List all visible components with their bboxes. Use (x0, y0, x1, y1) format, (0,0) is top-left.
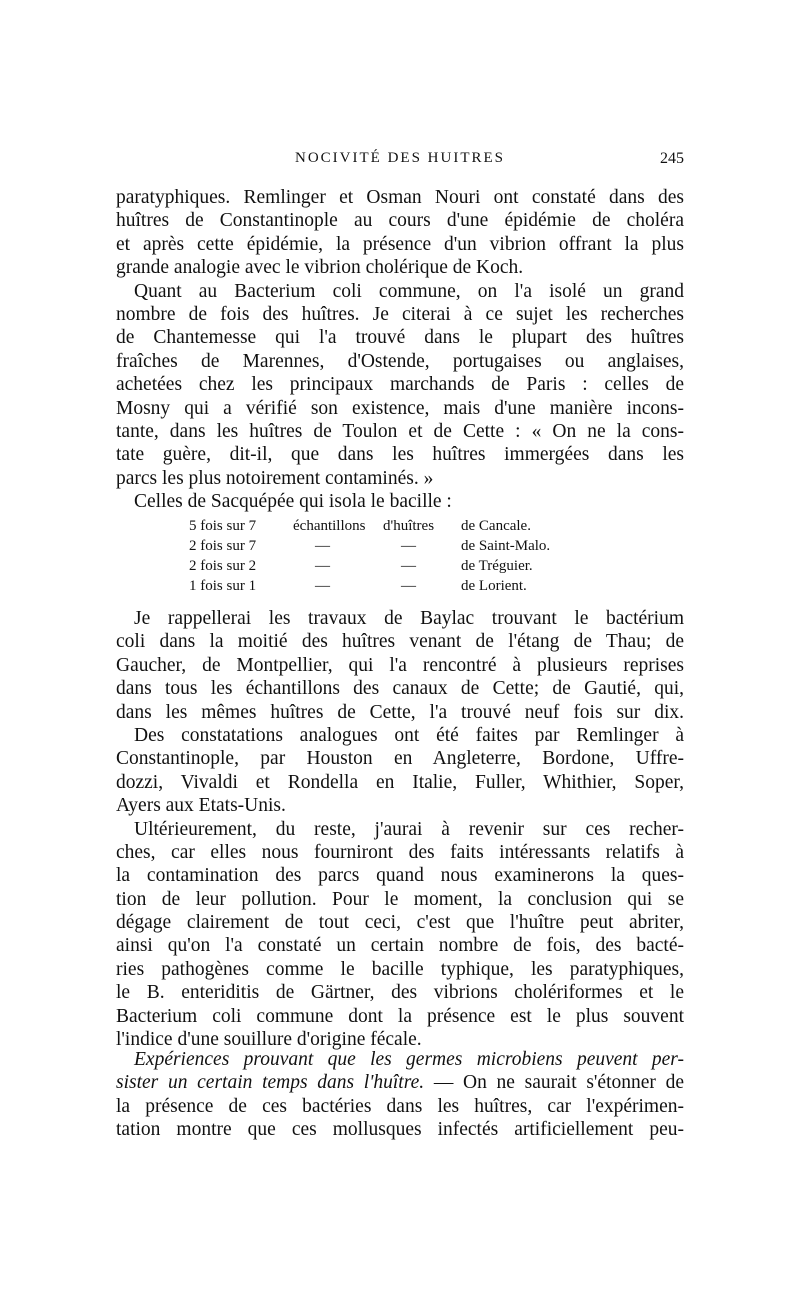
tally-count: 2 fois sur 2 (189, 558, 257, 574)
tally-count: 1 fois sur 1 (189, 578, 257, 594)
text-line: Je rappellerai les travaux de Baylac trouvant le bactérium (134, 608, 684, 629)
text-line: le B. enteriditis de Gärtner, des vibrions cholériformes et le (116, 982, 684, 1004)
text-line: Bacterium coli commune dont la présence est le plus souvent (116, 1005, 684, 1027)
text-line: tation montre que ces mollusques infectés artificiellement peu- (116, 1119, 684, 1141)
tally-place: de Lorient. (461, 578, 527, 594)
body-text-upper (116, 186, 684, 513)
text-line: la contamination des parcs quand nous examinerons la ques- (116, 865, 684, 887)
tally-place: de Tréguier. (461, 558, 533, 574)
text-line: tante, dans les huîtres de Toulon et de Cette : « On ne la cons- (116, 420, 684, 442)
paragraph-constatations (116, 724, 684, 818)
paragraph-sacquepee (116, 490, 684, 513)
text-line: Ayers aux Etats-Unis. (116, 795, 286, 817)
text-line: Gaucher, de Montpellier, qui l'a rencontré à plusieurs reprises (116, 654, 684, 676)
text-line: Ultérieurement, du reste, j'aurai à revenir sur ces recher- (134, 818, 684, 840)
section-text: — On ne saurait s'étonner de (424, 1072, 684, 1094)
section-heading-end: sister un certain temps dans l'huître. (116, 1072, 425, 1094)
page-number: 245 (660, 150, 684, 167)
running-title: NOCIVITÉ DES HUITRES (295, 150, 505, 166)
text-line: Quant au Bacterium coli commune, on l'a isolé un grand (134, 280, 684, 302)
text-line: ainsi qu'on l'a constaté un certain nombre de fois, des bacté- (116, 935, 684, 957)
text-line: de Chantemesse qui l'a trouvé dans le plupart des huîtres (116, 327, 684, 349)
paragraph-ulterieurement (116, 818, 684, 1052)
tally-row (189, 556, 609, 576)
tally-sample: — (315, 578, 330, 594)
text-line: coli dans la moitié des huîtres venant de l'étang de Thau; de (116, 631, 684, 653)
section-heading-line (116, 1071, 684, 1094)
text-line: Celles de Sacquépée qui isola le bacille : (134, 491, 452, 513)
paragraph-bacterium-coli (116, 280, 684, 491)
text-line: dans les mêmes huîtres de Cette, l'a trouvé neuf fois sur dix. (116, 701, 684, 723)
text-line: ches, car elles nous fourniront des faits intéressants relatifs à (116, 841, 684, 863)
paragraph-paratyphiques (116, 186, 684, 280)
text-line: grande analogie avec le vibrion cholérique de Koch. (116, 257, 524, 279)
tally-sample: — (315, 538, 330, 554)
text-line: tion de leur pollution. Pour le moment, la conclusion qui se (116, 888, 684, 910)
tally-sample: échantillons (293, 518, 366, 534)
text-line: parcs les plus notoirement contaminés. » (116, 467, 434, 489)
running-head (116, 150, 684, 174)
text-line: Mosny qui a vérifié son existence, mais d'une manière incons- (116, 397, 684, 419)
text-line: Constantinople, par Houston en Angleterre, Bordone, Uffre- (116, 748, 684, 770)
tally-type: — (401, 578, 416, 594)
section-heading-line: Expériences prouvant que les germes microbiens peuvent per- (134, 1049, 684, 1070)
text-line: nombre de fois des huîtres. Je citerai à ce sujet les recherches (116, 303, 684, 325)
tally-type: — (401, 558, 416, 574)
text-line: la présence de ces bactéries dans les huîtres, car l'expérimen- (116, 1095, 684, 1117)
text-line: dans tous les échantillons des canaux de Cette; de Gautié, qui, (116, 678, 684, 700)
tally-place: de Saint-Malo. (461, 538, 551, 554)
text-line: dégage clairement de tout ceci, c'est que l'huître peut abriter, (116, 912, 684, 934)
body-text-lower (116, 607, 684, 1051)
text-line: achetées chez les principaux marchands de Paris : celles de (116, 374, 684, 396)
tally-place: de Cancale. (461, 518, 531, 534)
tally-row (189, 576, 609, 596)
tally-type: d'huîtres (383, 518, 435, 534)
tally-row (189, 536, 609, 556)
tally-count: 5 fois sur 7 (189, 518, 257, 534)
text-line: Des constatations analogues ont été faites par Remlinger à (134, 724, 684, 746)
text-line: huîtres de Constantinople au cours d'une épidémie de choléra (116, 210, 684, 232)
text-line: l'indice d'une souillure d'origine fécale. (116, 1029, 422, 1051)
tally-sample: — (315, 558, 330, 574)
tally-count: 2 fois sur 7 (189, 538, 257, 554)
tally-row (189, 516, 609, 536)
results-tally (189, 516, 609, 596)
text-line: paratyphiques. Remlinger et Osman Nouri ont constaté dans des (116, 187, 684, 208)
text-line: dozzi, Vivaldi et Rondella en Italie, Fuller, Whithier, Soper, (116, 771, 684, 793)
text-line: tate guère, dit-il, que dans les huîtres immergées dans les (116, 444, 684, 466)
section-experiences (116, 1048, 684, 1142)
paragraph-baylac (116, 607, 684, 724)
text-line: fraîches de Marennes, d'Ostende, portugaises ou anglaises, (116, 350, 684, 372)
tally-type: — (401, 538, 416, 554)
text-line: et après cette épidémie, la présence d'un vibrion offrant la plus (116, 233, 684, 255)
text-line: ries pathogènes comme le bacille typhique, les paratyphiques, (116, 958, 684, 980)
